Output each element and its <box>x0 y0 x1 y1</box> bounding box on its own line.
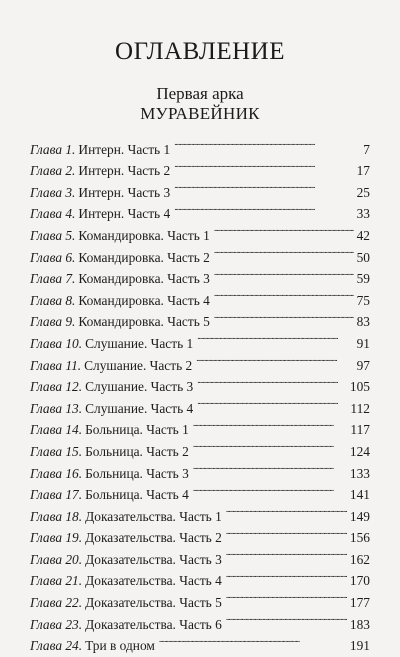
dot-leader <box>226 521 347 543</box>
page-number: 117 <box>350 422 370 438</box>
chapter-title: Интерн. Часть 3 <box>78 184 171 200</box>
dot-leader <box>226 564 347 586</box>
chapter-label: Глава 19. <box>30 530 83 546</box>
chapter-title: Командировка. Часть 3 <box>78 271 210 287</box>
chapter-label: Глава 21. <box>30 573 83 589</box>
dot-leader <box>174 132 360 154</box>
chapter-title: Слушание. Часть 3 <box>85 379 194 395</box>
page-number: 105 <box>349 379 370 395</box>
dot-leader <box>214 218 354 240</box>
chapter-label: Глава 16. <box>30 465 83 481</box>
chapter-title: Интерн. Часть 2 <box>78 163 171 179</box>
chapter-label: Глава 15. <box>30 443 83 459</box>
chapter-label: Глава 24. <box>30 638 83 654</box>
dot-leader <box>174 154 353 176</box>
dot-leader <box>197 370 347 392</box>
chapter-title: Доказательства. Часть 2 <box>85 530 222 546</box>
page-number: 177 <box>349 595 370 611</box>
chapter-label: Глава 13. <box>30 400 83 416</box>
dot-leader <box>193 413 348 435</box>
page-number: 133 <box>349 465 370 481</box>
page-number: 42 <box>356 227 370 243</box>
chapter-label: Глава 20. <box>30 551 83 567</box>
toc-entry <box>30 132 370 157</box>
chapter-label: Глава 2. <box>30 163 76 179</box>
page-number: 162 <box>349 551 370 567</box>
table-of-contents <box>30 132 370 654</box>
chapter-label: Глава 9. <box>30 314 76 330</box>
dot-leader <box>226 585 347 607</box>
chapter-label: Глава 3. <box>30 184 76 200</box>
page-title: ОГЛАВЛЕНИЕ <box>115 38 285 65</box>
dot-leader <box>193 478 347 500</box>
dot-leader <box>214 305 354 327</box>
dot-leader <box>193 456 347 478</box>
dot-leader <box>174 175 353 197</box>
page-number: 83 <box>356 314 370 330</box>
chapter-label: Глава 17. <box>30 487 83 503</box>
page-number: 97 <box>356 357 370 373</box>
dot-leader <box>196 348 353 370</box>
chapter-label: Глава 10. <box>30 335 83 351</box>
dot-leader <box>214 283 354 305</box>
chapter-label: Глава 7. <box>30 271 76 287</box>
chapter-title: Три в одном <box>85 638 155 654</box>
page-number: 141 <box>349 487 370 503</box>
chapter-label: Глава 23. <box>30 616 83 632</box>
dot-leader <box>197 391 347 413</box>
page-number: 191 <box>349 638 370 654</box>
chapter-title: Больница. Часть 1 <box>85 422 189 438</box>
page-number: 25 <box>356 184 370 200</box>
chapter-label: Глава 8. <box>30 292 76 308</box>
chapter-title: Доказательства. Часть 6 <box>85 616 222 632</box>
page-number: 124 <box>349 443 370 459</box>
dot-leader <box>159 629 347 651</box>
dot-leader <box>193 434 347 456</box>
page-number: 75 <box>356 292 370 308</box>
chapter-title: Доказательства. Часть 3 <box>85 551 222 567</box>
chapter-title: Больница. Часть 4 <box>85 487 189 503</box>
dot-leader <box>214 240 354 262</box>
arc-label: Первая арка <box>156 84 244 103</box>
chapter-label: Глава 5. <box>30 227 76 243</box>
page-number: 91 <box>356 335 370 351</box>
page-number: 183 <box>349 616 370 632</box>
chapter-title: Командировка. Часть 4 <box>78 292 210 308</box>
page-number: 170 <box>349 573 370 589</box>
chapter-label: Глава 6. <box>30 249 76 265</box>
chapter-title: Интерн. Часть 4 <box>78 206 171 222</box>
page-number: 156 <box>349 530 370 546</box>
dot-leader <box>226 607 347 629</box>
chapter-title: Доказательства. Часть 5 <box>85 595 222 611</box>
page-number: 50 <box>356 249 370 265</box>
dot-leader <box>214 262 354 284</box>
chapter-title: Слушание. Часть 1 <box>85 335 194 351</box>
chapter-title: Интерн. Часть 1 <box>78 141 171 157</box>
chapter-title: Больница. Часть 2 <box>85 443 189 459</box>
chapter-label: Глава 11. <box>30 357 82 373</box>
page-number: 17 <box>356 163 370 179</box>
dot-leader <box>197 326 353 348</box>
chapter-title: Доказательства. Часть 1 <box>85 508 222 524</box>
page-number: 59 <box>356 271 370 287</box>
chapter-title: Слушание. Часть 4 <box>85 400 194 416</box>
chapter-title: Командировка. Часть 5 <box>78 314 210 330</box>
chapter-title: Слушание. Часть 2 <box>84 357 193 373</box>
dot-leader <box>174 197 353 219</box>
page-number: 7 <box>363 141 370 157</box>
page-number: 112 <box>350 400 370 416</box>
chapter-label: Глава 1. <box>30 141 76 157</box>
page-number: 33 <box>356 206 370 222</box>
page-number: 149 <box>349 508 370 524</box>
chapter-label: Глава 4. <box>30 206 76 222</box>
chapter-label: Глава 18. <box>30 508 83 524</box>
chapter-title: Командировка. Часть 1 <box>78 227 210 243</box>
dot-leader <box>226 499 347 521</box>
chapter-label: Глава 14. <box>30 422 83 438</box>
chapter-label: Глава 22. <box>30 595 83 611</box>
chapter-title: Доказательства. Часть 4 <box>85 573 222 589</box>
chapter-title: Больница. Часть 3 <box>85 465 189 481</box>
chapter-title: Командировка. Часть 2 <box>78 249 210 265</box>
dot-leader <box>226 542 347 564</box>
arc-title: МУРАВЕЙНИК <box>140 104 260 123</box>
chapter-label: Глава 12. <box>30 379 83 395</box>
